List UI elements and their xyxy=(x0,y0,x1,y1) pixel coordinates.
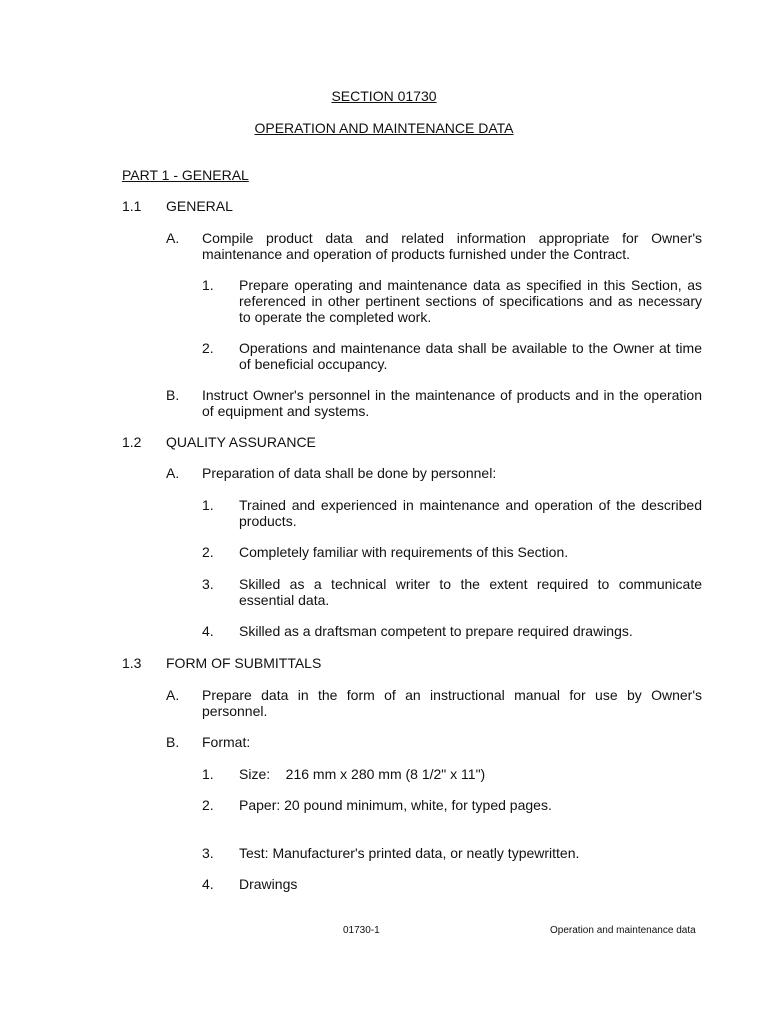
paragraph-label: A. xyxy=(166,687,180,703)
paragraph-text: Compile product data and related information appropriate for Owner's maintenance and operation of products furnished under the Contract. xyxy=(202,230,702,262)
subparagraph-label: 4. xyxy=(202,876,214,892)
article-title-form-of-submittals: FORM OF SUBMITTALS xyxy=(166,655,322,671)
paragraph-label: A. xyxy=(166,465,180,481)
paragraph-label: A. xyxy=(166,230,180,246)
subparagraph-label: 2. xyxy=(202,797,214,813)
subparagraph-text: Skilled as a technical writer to the extent required to communicate essential data. xyxy=(239,576,702,608)
subparagraph-text: Drawings xyxy=(239,876,298,892)
subparagraph-label: 1. xyxy=(202,277,214,293)
article-number-1-3: 1.3 xyxy=(122,655,142,671)
section-number: SECTION 01730 xyxy=(331,88,437,104)
part-heading: PART 1 - GENERAL xyxy=(122,167,249,183)
article-title-quality-assurance: QUALITY ASSURANCE xyxy=(166,434,316,450)
subparagraph-text: Test: Manufacturer's printed data, or neatly typewritten. xyxy=(239,845,580,861)
paragraph-label: B. xyxy=(166,734,180,750)
article-number-1-2: 1.2 xyxy=(122,434,142,450)
article-number-1-1: 1.1 xyxy=(122,198,142,214)
subparagraph-label: 1. xyxy=(202,497,214,513)
subparagraph-text: Prepare operating and maintenance data as specified in this Section, as referenced in other pertinent sections of specifications and as necessary to operate the completed work. xyxy=(239,277,702,325)
subparagraph-text: Skilled as a draftsman competent to prepare required drawings. xyxy=(239,623,633,639)
document-title: OPERATION AND MAINTENANCE DATA xyxy=(254,120,514,136)
subparagraph-text: Trained and experienced in maintenance and operation of the described products. xyxy=(239,497,702,529)
footer-page-number: 01730-1 xyxy=(343,925,380,936)
subparagraph-text: Completely familiar with requirements of this Section. xyxy=(239,544,569,560)
subparagraph-label: 3. xyxy=(202,845,214,861)
paragraph-text: Instruct Owner's personnel in the maintenance of products and in the operation of equipment and systems. xyxy=(202,387,702,419)
subparagraph-label: 1. xyxy=(202,766,214,782)
subparagraph-label: 4. xyxy=(202,623,214,639)
article-title-general: GENERAL xyxy=(166,198,233,214)
paragraph-text: Format: xyxy=(202,734,251,750)
subparagraph-text: Size: 216 mm x 280 mm (8 1/2" x 11") xyxy=(239,766,486,782)
subparagraph-label: 2. xyxy=(202,340,214,356)
subparagraph-text: Operations and maintenance data shall be available to the Owner at time of beneficial occupancy. xyxy=(239,340,702,372)
paragraph-label: B. xyxy=(166,387,180,403)
footer-title: Operation and maintenance data xyxy=(550,925,696,936)
subparagraph-text: Paper: 20 pound minimum, white, for typed pages. xyxy=(239,797,552,813)
subparagraph-label: 2. xyxy=(202,544,214,560)
subparagraph-label: 3. xyxy=(202,576,214,592)
paragraph-text: Prepare data in the form of an instructional manual for use by Owner's personnel. xyxy=(202,687,702,719)
paragraph-text: Preparation of data shall be done by personnel: xyxy=(202,465,497,481)
